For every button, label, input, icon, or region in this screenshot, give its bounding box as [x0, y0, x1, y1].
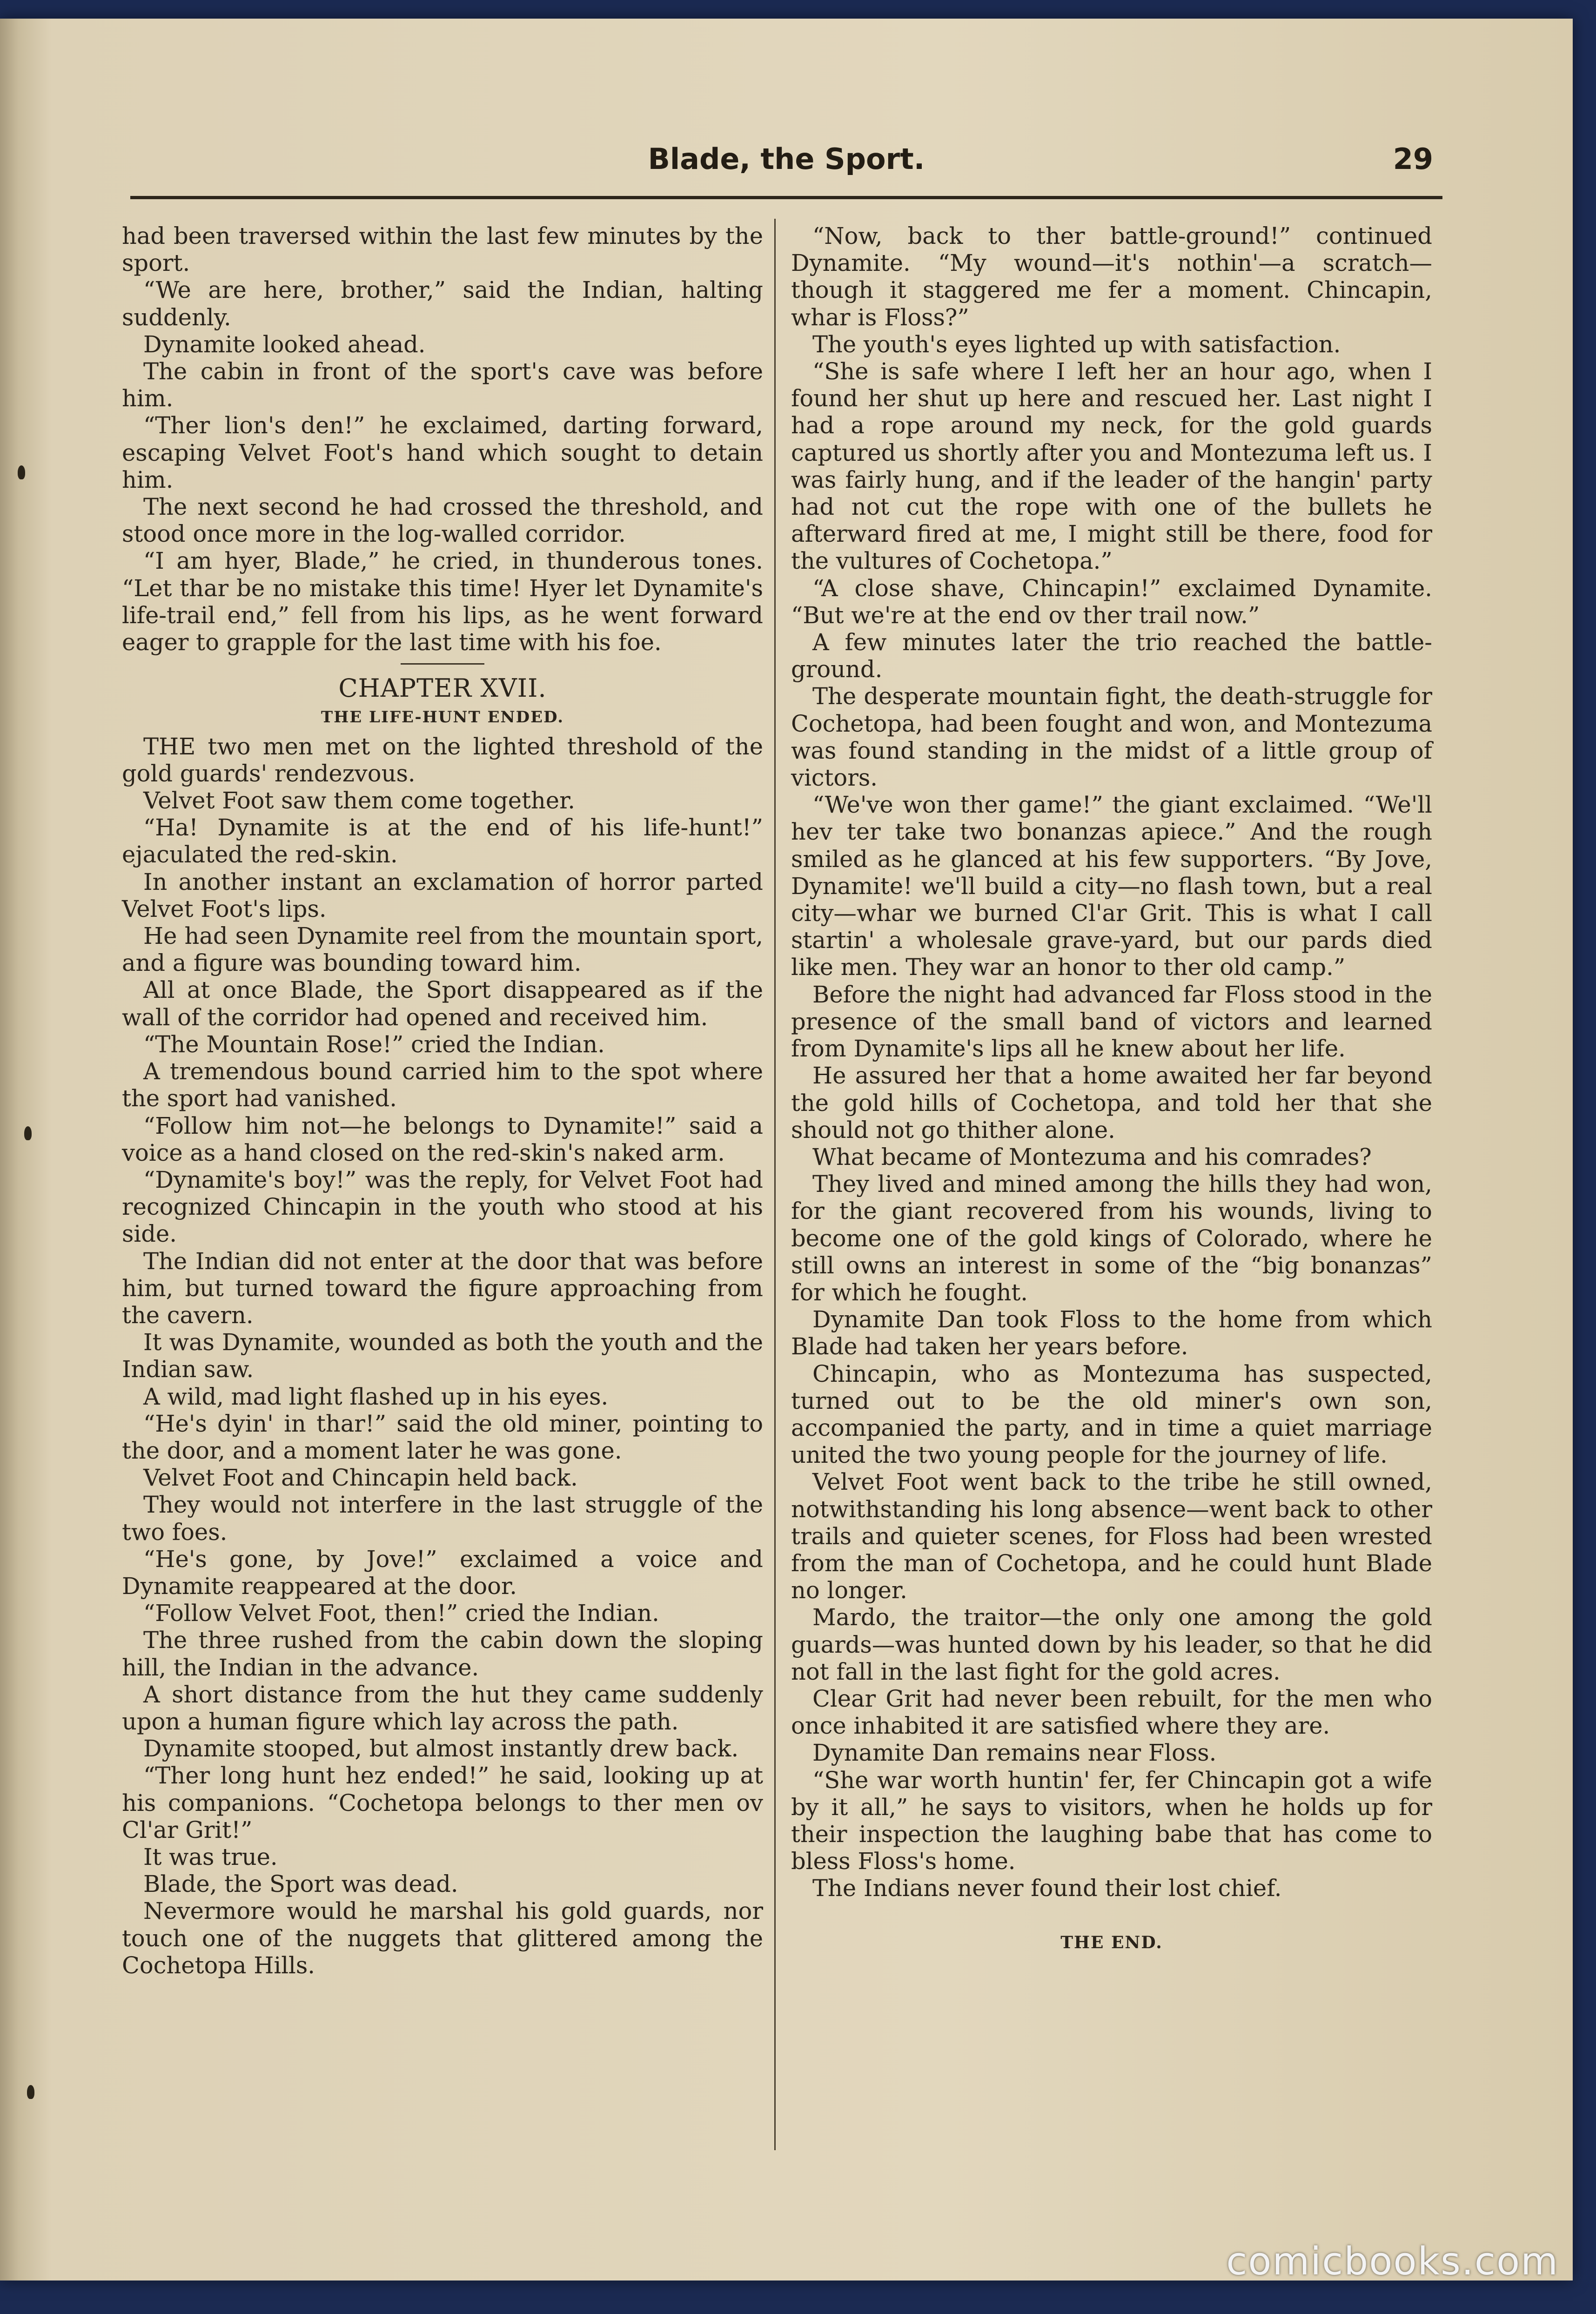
paragraph: A short distance from the hut they came suddenly upon a human figure which lay across the path.	[122, 1681, 763, 1735]
page-number: 29	[1393, 142, 1433, 176]
column-divider	[774, 219, 776, 2150]
running-title: Blade, the Sport.	[648, 142, 925, 176]
chapter-divider-rule	[401, 663, 484, 665]
paragraph: “We've won ther game!” the giant exclaimed. “We'll hev ter take two bonanzas apiece.” And the rough smiled as he glanced at his few supporters. “By Jove, Dynamite! we'll build a city—no flash town, but a real city—whar we burned Cl'ar Grit. This is what I call startin' a wholesale grave-yard, but our pards died like men. They war an honor to ther old camp.”	[791, 791, 1432, 981]
paragraph: It was Dynamite, wounded as both the youth and the Indian saw.	[122, 1329, 763, 1383]
paragraph: In another instant an exclamation of horror parted Velvet Foot's lips.	[122, 868, 763, 922]
paragraph: They would not interfere in the last struggle of the two foes.	[122, 1491, 763, 1546]
paragraph: The desperate mountain fight, the death-struggle for Cochetopa, had been fought and won, and Montezuma was found standing in the midst of a little group of victors.	[791, 683, 1432, 792]
page-header	[130, 128, 1442, 202]
left-paragraphs-after	[122, 733, 763, 1979]
paragraph: Nevermore would he marshal his gold guards, nor touch one of the nuggets that glittered among the Cochetopa Hills.	[122, 1897, 763, 1979]
chapter-title: CHAPTER XVII.	[338, 673, 547, 703]
paragraph: Velvet Foot saw them come together.	[143, 787, 576, 814]
paragraph: They lived and mined among the hills they had won, for the giant recovered from his wounds, living to become one of the gold kings of Colorado, where he still owns an interest in some of the “big bonanzas” for which he fought.	[791, 1170, 1432, 1306]
paragraph: The three rushed from the cabin down the sloping hill, the Indian in the advance.	[122, 1627, 763, 1681]
paragraph: “Now, back to ther battle-ground!” continued Dynamite. “My wound—it's nothin'—a scratch—though it staggered me fer a moment. Chincapin, whar is Floss?”	[791, 222, 1432, 331]
paragraph: A wild, mad light flashed up in his eyes.	[143, 1383, 609, 1410]
paragraph: A tremendous bound carried him to the spot where the sport had vanished.	[122, 1058, 763, 1112]
paragraph: The youth's eyes lighted up with satisfaction.	[812, 330, 1341, 358]
paragraph: “Follow him not—he belongs to Dynamite!” said a voice as a hand closed on the red-skin's naked arm.	[122, 1112, 763, 1166]
paragraph: Blade, the Sport was dead.	[143, 1870, 458, 1898]
paragraph: The next second he had crossed the threshold, and stood once more in the log-walled corridor.	[122, 493, 763, 548]
binding-mark	[24, 1126, 32, 1140]
paragraph: Dynamite Dan took Floss to the home from which Blade had taken her years before.	[791, 1306, 1432, 1360]
paragraph: It was true.	[143, 1843, 278, 1870]
paragraph: “We are here, brother,” said the Indian, halting suddenly.	[122, 276, 763, 331]
paragraph: “I am hyer, Blade,” he cried, in thunderous tones. “Let thar be no mistake this time! Hyer let Dynamite's life-trail end,” fell from his lips, as he went forward eager to grapple for the last time with his foe.	[122, 547, 763, 656]
chapter-subtitle: THE LIFE-HUNT ENDED.	[321, 708, 564, 727]
paragraph: He had seen Dynamite reel from the mountain sport, and a figure was bounding toward him.	[122, 922, 763, 977]
binding-mark	[18, 465, 25, 479]
paragraph: The Indians never found their lost chief.	[812, 1875, 1282, 1902]
header-rule	[130, 196, 1442, 199]
paragraph: “Ther lion's den!” he exclaimed, darting forward, escaping Velvet Foot's hand which sought to detain him.	[122, 412, 763, 493]
end-mark: THE END.	[1060, 1932, 1163, 1952]
paragraph: “Ha! Dynamite is at the end of his life-hunt!” ejaculated the red-skin.	[122, 814, 763, 868]
paragraph: Chincapin, who as Montezuma has suspected, turned out to be the old miner's own son, accompanied the party, and in time a quiet marriage united the two young people for the journey of life.	[791, 1360, 1432, 1469]
paragraph: “Dynamite's boy!” was the reply, for Velvet Foot had recognized Chincapin in the youth who stood at his side.	[122, 1166, 763, 1248]
paragraph: Dynamite looked ahead.	[143, 330, 426, 358]
paragraph: A few minutes later the trio reached the battle-ground.	[791, 629, 1432, 683]
paragraph: What became of Montezuma and his comrades?	[812, 1143, 1372, 1170]
paragraph: “She is safe where I left her an hour ago, when I found her shut up here and rescued her. Last night I had a rope around my neck, for the gold guards captured us shortly after you and Montezuma left us. I was fairly hung, and if the leader of the hangin' party had not cut the rope with one of the bullets he afterward fired at me, I might still be there, food for the vultures of Cochetopa.”	[791, 358, 1432, 575]
paragraph: Dynamite stooped, but almost instantly drew back.	[143, 1735, 739, 1762]
paragraph: “A close shave, Chincapin!” exclaimed Dynamite. “But we're at the end ov ther trail now.”	[791, 574, 1432, 629]
paragraph: “Follow Velvet Foot, then!” cried the Indian.	[143, 1600, 659, 1627]
paragraph: The cabin in front of the sport's cave was before him.	[122, 358, 763, 412]
watermark: comicbooks.com	[1226, 2240, 1559, 2284]
paragraph: The Indian did not enter at the door that was before him, but turned toward the figure approaching from the cavern.	[122, 1247, 763, 1329]
paragraph: Velvet Foot went back to the tribe he still owned, notwithstanding his long absence—went back to other trails and quieter scenes, for Floss had been wrested from the man of Cochetopa, and he could hunt Blade no longer.	[791, 1468, 1432, 1604]
paragraph: “She war worth huntin' fer, fer Chincapin got a wife by it all,” he says to visitors, when he holds up for their inspection the laughing babe that has come to bless Floss's home.	[791, 1766, 1432, 1875]
paragraph: Velvet Foot and Chincapin held back.	[143, 1464, 578, 1492]
left-paragraphs-before	[122, 222, 763, 656]
paragraph: Mardo, the traitor—the only one among the gold guards—was hunted down by his leader, so that he did not fall in the last fight for the gold acres.	[791, 1604, 1432, 1685]
left-column	[122, 222, 763, 1979]
paragraph: “The Mountain Rose!” cried the Indian.	[143, 1030, 605, 1058]
paragraph: Clear Grit had never been rebuilt, for the men who once inhabited it are satisfied where they are.	[791, 1685, 1432, 1740]
paragraph: All at once Blade, the Sport disappeared as if the wall of the corridor had opened and received him.	[122, 976, 763, 1031]
paragraph: “Ther long hunt hez ended!” he said, looking up at his companions. “Cochetopa belongs to ther men ov Cl'ar Grit!”	[122, 1762, 763, 1843]
paragraph: had been traversed within the last few minutes by the sport.	[122, 222, 763, 277]
right-paragraphs	[791, 222, 1432, 1902]
paragraph: Dynamite Dan remains near Floss.	[812, 1739, 1217, 1767]
paragraph: “He's dyin' in thar!” said the old miner, pointing to the door, and a moment later he was gone.	[122, 1410, 763, 1464]
paragraph: He assured her that a home awaited her far beyond the gold hills of Cochetopa, and told her that she should not go thither alone.	[791, 1062, 1432, 1144]
paragraph: “He's gone, by Jove!” exclaimed a voice and Dynamite reappeared at the door.	[122, 1545, 763, 1600]
right-column	[791, 222, 1432, 1956]
paragraph: Before the night had advanced far Floss stood in the presence of the small band of victors and learned from Dynamite's lips all he knew about her life.	[791, 981, 1432, 1063]
binding-mark	[27, 2085, 34, 2099]
paragraph: THE two men met on the lighted threshold of the gold guards' rendezvous.	[122, 733, 763, 787]
